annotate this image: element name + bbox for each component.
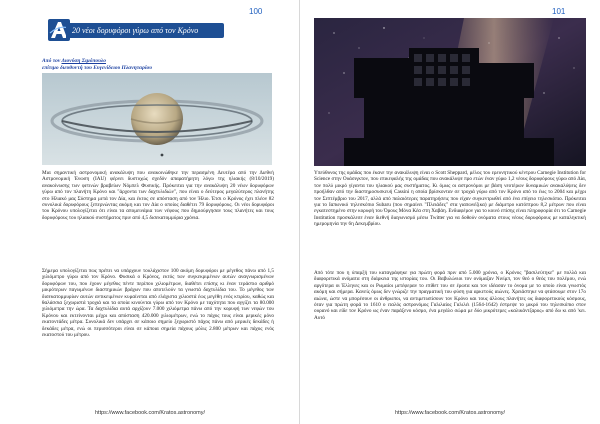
byline-prefix: Από τον [42, 58, 62, 64]
page-number-left: 100 [249, 7, 263, 16]
byline [42, 58, 152, 72]
right-page [300, 0, 600, 424]
page-number-right: 101 [552, 7, 566, 16]
title-banner [66, 23, 224, 38]
right-paragraph-1: Υπεύθυνος της ομάδας που έκανε την ανακάλυψη είναι ο Scott Sheppard, μέλος του ερευνητικού κέντρου Carnegie Institution for Science στην Ουάσιγκτον, που επικεφαλής της ομάδας που ανακάλυψε προ ετών έναν γύρω 1,2 νέους δορυφόρους γύρω από Δία, τον πολύ μικρό γίγαντα του ηλιακού μας συστήματος. Κι όμως οι αστρονόμοι με βάση νεοτέρων δυναμικών ανακαλύψεις δεν προήλθαν από την διαστημοσυσκευή Cassini η οποία βρίσκονταν σε τροχιά γύρω από τον Κρόνο από το έως το 2004 και μέχρι τον Σεπτέμβριο του 2017, αλλά από παλαιότερες παρατηρήσεις που είχαν συγκεντρωθεί από ένα επίγειο τηλεσκόπιο. Πρόκειται για το Ιαπωνικό τηλεσκόπιο Subaru (που σημαίνει "Πλειάδες" στα γιαπωνέζικα) με διάμετρο κατόπτρου 8,2 μέτρων που είναι εγκατεστημένο στην κορυφή του Όρους Μόνα Κέα στη Χαβάη. Ενδιαφέρον για το κοινό επίσης είναι πληροφορία ότι το Carnegie Institution προσκάλεσε έναν διεθνή διαγωνισμό μέσω Twitter για να δοθούν ονόματα στους νέους δορυφόρους με καταληκτική ημερομηνία την 6η Δεκεμβρίου. [314, 170, 586, 228]
article-title: 20 νέοι δορυφόροι γύρω από τον Κρόνο [72, 26, 199, 35]
author-role: επίτιμο διευθυντή του Ευγενίδειου Πλανηταρίου [42, 65, 152, 71]
left-paragraph-1: Μια σημαντική αστρονομική ανακάλυψη που ανακοινώθηκε την περασμένη Δευτέρα από την Διεθνή Αστρονομική Ένωση (IAU) φέρνει δυστυχώς σχεδόν απαρατήρητη λόγω της ηλιακής (8/10/2019) ανακοίνωσης των φετινών βραβείων Νόμπελ Φυσικής. Πρόκειται για την ανακάλυψη 20 νέων δορυφόρων γύρω από τον πλανήτη Κρόνο και "άρχοντα των δαχτυλιδιών", που είναι ο δεύτερος μεγαλύτερος πλανήτης στο Ηλιακό μας Σύστημα μετά τον Δία, και έκτος σε απόσταση από τον Ήλιο. Έτσι ο Κρόνος έχει πλέον 82 συνολικά δορυφόρους ξεπερνώντας ακόμη και τον Δία ο οποίος διαθέτει 79 δορυφόρους. Οι νέοι δορυφόροι του Κρόνου υπολογίζεται ότι είναι τα απομεινάρια των νέφους που δημιούργησαν τους πλανήτες και τους δορυφόρους του ηλιακού συστήματος πριν από 4,5 δισεκατομμύρια χρόνια. [42, 170, 274, 221]
right-paragraph-2: Από τότε που η ύπαρξή του καταγράφηκε για πρώτη φορά πριν από 5.000 χρόνια, ο Κρόνος "βασιλεύτηκε" με πολλά και διαφορετικά ονόματα στη διάρκεια της ιστορίας του. Οι Βαβυλώνιοι τον ονόμαζαν Νινίμπ, τον θεό ο θεός του πολέμου, ενώ αργότερα οι Έλληνες και οι Ρωμαίοι μετέφεραν το επίθετ του σε έρωτα και τον ιδέασαν το όνομα με το οποίο είναι γνωστός ακόμη και σήμερα. Κανείς όμως δεν γνώριζε την πραγματική του φύση για αρκετούς αιώνες. Χρειάστηκε να φτάσουμε στον 17ο αιώνα, ώστε να μπορέσουν οι άνθρωποι, να αντιμετωπίσουν τον Κρόνο και τους άλλους πλανήτες ως διαφορετικούς κόσμους, όταν για πρώτη φορά το 1610 ο ιταλός αστρονόμος Γαλιλαίος Γαλιλέι (1564-1642) έστρεψε το μικρό του τηλεσκόπιο στον ουρανό και είδε τον Κρόνο ως έναν παράξενο κόσμο, ένα μεγάλο σώμα με δύο μικρότερες «καλικάντζαρος» από δω κι από 'κει. Αυτό [314, 270, 586, 321]
telescope-photo [314, 18, 586, 166]
footer-link-right[interactable]: https://www.facebook.com/Kratos.astronomy/ [395, 410, 506, 416]
footer-link-left[interactable]: https://www.facebook.com/Kratos.astronomy/ [95, 410, 206, 416]
author-link[interactable]: Διονύση Σιμόπουλο [61, 58, 106, 64]
left-paragraph-2: Σήμερα υπολογίζεται πως πρέπει να υπάρχουν τουλάχιστον 100 ακόμη δορυφόροι με μέγεθος πάνω από 1,5 χιλιόμετρο γύρω από τον Κρόνο. Φυσικά ο Κρόνος, εκτός των συγκεκριμένων αυτών αναγνωρισμένων δορυφόρων του, που έχουν μέγεθος πέντε περίπου χιλιομέτρων, διαθέτει επίσης κι έναν τεράστιο αριθμό μικρότερων παγωμένων διαστημικών βράχων που αποτελούν τα γνωστά δαχτυλίδια του. Το μέγεθος των δισεκατομμυρίων αυτών αντικειμένων κυμαίνεται από ελάχιστα χιλιοστά έως μεγέθη ενός κτιρίου, καθώς και θαλάσσια ξεχωριστά τροχιά και τα οποία κινούνται γύρω από τον Κρόνο με ταχύτητα που αγγίζει τα 80.000 χιλιόμετρα την ώρα. Τα δαχτυλίδια αυτά αρχίζουν 7.000 χιλιόμετρα πάνω από την κορυφή των νεφών του Κρόνου και εκτείνονται μέχρι και απόσταση 420.000 χιλιομέτρων, ενώ το πάχος τους είναι μερικές μόνο εκατοντάδες μέτρα. Συνολικά δεν υπάρχει σε κάποιο σημείο ξεχωριστό πάχος πάνω από μερικές δεκάδες ή δεκάδες μέτρα, ενώ οι περισσότεροι είναι σε κάποια σημεία πάχους μόλις 2.800 μέτρων και πάχος ενός εκατοστού του μέτρου. [42, 268, 274, 339]
saturn-image [42, 73, 272, 165]
